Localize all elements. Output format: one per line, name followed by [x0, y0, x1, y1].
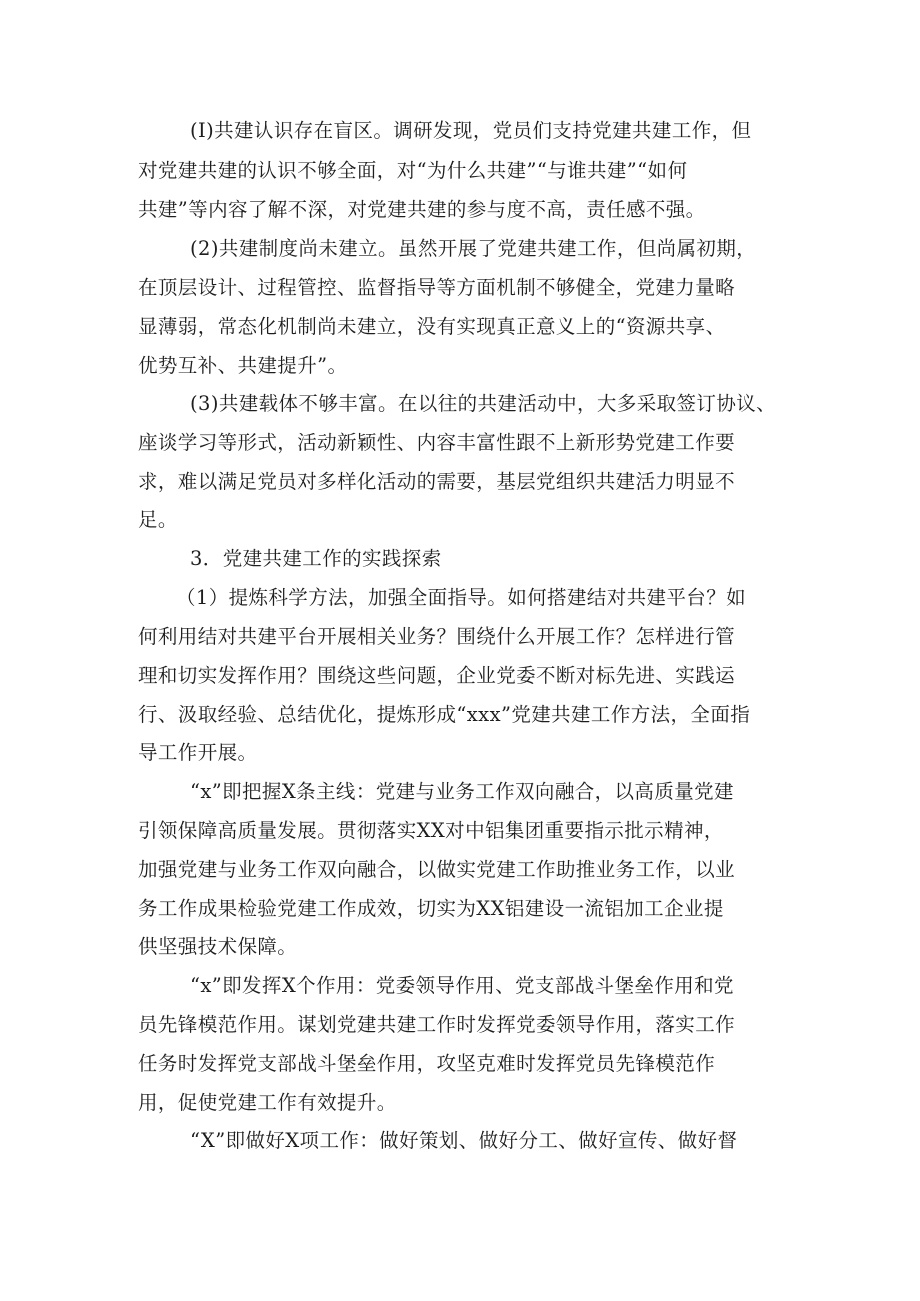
- paragraph-2-line-1: (2)共建制度尚未建立。虽然开展了党建共建工作，但尚属初期，: [190, 237, 757, 260]
- paragraph-4-line-1: （1）提炼科学方法，加强全面指导。如何搭建结对共建平台？如: [176, 586, 747, 609]
- paragraph-5-line-5: 供坚强技术保障。: [138, 935, 298, 958]
- paragraph-4-line-5: 导工作开展。: [138, 741, 258, 764]
- paragraph-1-line-2: 对党建共建的认识不够全面，对“为什么共建”“与谁共建”“如何: [138, 159, 688, 182]
- paragraph-3-line-4: 足。: [138, 508, 178, 531]
- paragraph-5-line-3: 加强党建与业务工作双向融合，以做实党建工作助推业务工作，以业: [138, 858, 736, 881]
- paragraph-6-line-4: 用，促使党建工作有效提升。: [138, 1091, 397, 1114]
- paragraph-5-line-4: 务工作成果检验党建工作成效，切实为XX铝建设一流铝加工企业提: [138, 897, 724, 920]
- paragraph-2-line-3: 显薄弱，常态化机制尚未建立，没有实现真正意义上的“资源共享、: [138, 315, 726, 338]
- paragraph-3-line-1: (3)共建载体不够丰富。在以往的共建活动中，大多采取签订协议、: [190, 392, 777, 415]
- paragraph-2-line-2: 在顶层设计、过程管控、监督指导等方面机制不够健全，党建力量略: [138, 276, 736, 299]
- paragraph-2-line-4: 优势互补、共建提升”。: [138, 354, 348, 377]
- paragraph-5-line-2: 引领保障高质量发展。贯彻落实XX对中铝集团重要指示批示精神，: [138, 819, 724, 842]
- paragraph-6-line-1: “x”即发挥X个作用：党委领导作用、党支部战斗堡垒作用和党: [190, 974, 734, 997]
- paragraph-7-line-1: “X”即做好X项工作：做好策划、做好分工、做好宣传、做好督: [190, 1129, 738, 1152]
- paragraph-4-line-2: 何利用结对共建平台开展相关业务？围绕什么开展工作？怎样进行管: [138, 625, 736, 648]
- paragraph-6-line-2: 员先锋模范作用。谋划党建共建工作时发挥党委领导作用，落实工作: [138, 1013, 736, 1036]
- paragraph-3-line-3: 求，难以满足党员对多样化活动的需要，基层党组织共建活力明显不: [138, 470, 736, 493]
- paragraph-1-line-3: 共建”等内容了解不深，对党建共建的参与度不高，责任感不强。: [138, 198, 706, 221]
- paragraph-4-line-3: 理和切实发挥作用？围绕这些问题，企业党委不断对标先进、实践运: [138, 664, 736, 687]
- paragraph-6-line-3: 任务时发挥党支部战斗堡垒作用，攻坚克难时发挥党员先锋模范作: [138, 1052, 716, 1075]
- paragraph-3-line-2: 座谈学习等形式，活动新颖性、内容丰富性跟不上新形势党建工作要: [138, 431, 736, 454]
- paragraph-4-line-4: 行、汲取经验、总结优化，提炼形成“xxx”党建共建工作方法，全面指: [138, 703, 751, 726]
- section-heading: 3．党建共建工作的实践探索: [190, 547, 442, 570]
- paragraph-1-line-1: (I)共建认识存在盲区。调研发现，党员们支持党建共建工作，但: [190, 119, 752, 142]
- paragraph-5-line-1: “x”即把握X条主线：党建与业务工作双向融合，以高质量党建: [190, 780, 734, 803]
